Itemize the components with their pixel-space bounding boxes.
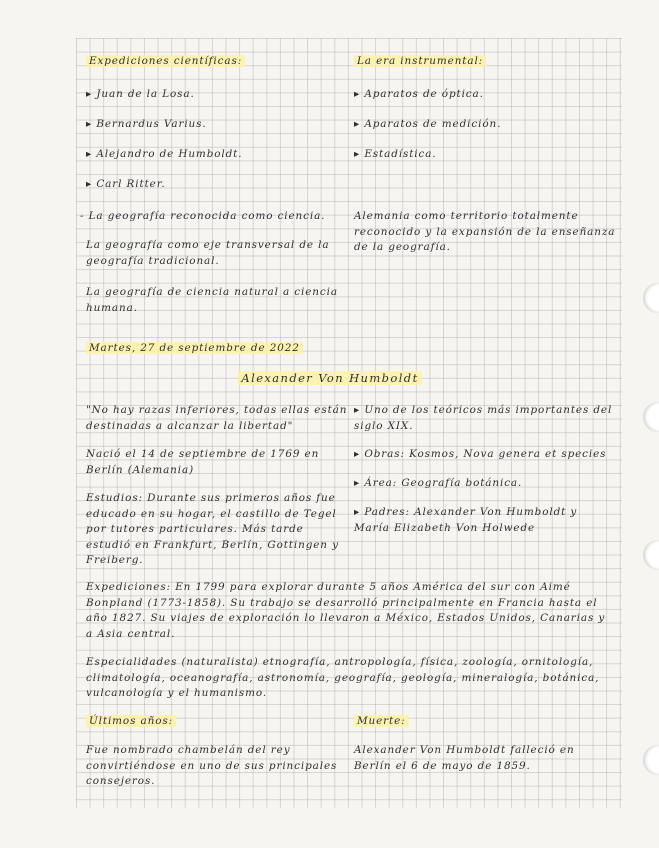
studies: Estudios: Durante sus primeros años fue educado en su hogar, el castillo de Tegel por tutores particulares. Más tarde estudió en Frankfurt, Berlín, Gottingen y Freiberg. xyxy=(86,492,344,566)
bottom-margin xyxy=(0,808,659,848)
left-paragraph: La geografía como eje transversal de la geografía tradicional. xyxy=(86,239,334,267)
right-item: ▸ Aparatos de medición. xyxy=(354,118,502,130)
right-note: ▸ Área: Geografía botánica. xyxy=(354,477,523,489)
death-heading: Muerte: xyxy=(354,714,409,730)
specialties: Especialidades (naturalista) etnografía, antropología, física, zoología, ornitología, climatología, oceanografía, astronomía, geografía, geología, mineralogía, botánica, vulcanología y el humanismo. xyxy=(86,656,604,699)
left-margin xyxy=(0,0,76,848)
death-text: Alexander Von Humboldt falleció en Berlín el 6 de mayo de 1859. xyxy=(354,744,579,772)
left-heading: Expediciones científicas: xyxy=(86,54,245,70)
right-note: ▸ Padres: Alexander Von Humboldt y María Elizabeth Von Holwede xyxy=(354,506,582,534)
last-years-text: Fue nombrado chambelán del rey convirtiéndose en uno de sus principales consejeros. xyxy=(86,744,342,787)
page-title: Alexander Von Humboldt xyxy=(220,371,440,387)
left-item: ▸ Carl Ritter. xyxy=(86,178,166,190)
right-note: ▸ Uno de los teóricos más importantes del siglo XIX. xyxy=(354,404,617,432)
left-item: ▸ Juan de la Losa. xyxy=(86,88,195,100)
right-paragraph: Alemania como territorio totalmente reconocido y la expansión de la enseñanza de la geografía. xyxy=(354,210,620,253)
right-item: ▸ Estadística. xyxy=(354,148,437,160)
birth-info: Nació el 14 de septiembre de 1769 en Berlín (Alemania) xyxy=(86,448,324,476)
top-margin xyxy=(0,0,659,38)
last-years-heading: Últimos años: xyxy=(86,714,176,730)
right-note: ▸ Obras: Kosmos, Nova genera et species xyxy=(354,448,607,460)
right-heading: La era instrumental: xyxy=(354,54,486,70)
left-paragraph: - La geografía reconocida como ciencia. xyxy=(80,210,326,222)
left-item: ▸ Alejandro de Humboldt. xyxy=(86,148,243,160)
left-item: ▸ Bernardus Varius. xyxy=(86,118,207,130)
date: Martes, 27 de septiembre de 2022 xyxy=(86,341,303,357)
right-item: ▸ Aparatos de óptica. xyxy=(354,88,484,100)
left-paragraph: La geografía de ciencia natural a ciencia humana. xyxy=(86,286,343,314)
expeditions: Expediciones: En 1799 para explorar durante 5 años América del sur con Aimé Bonpland (1773-1858). Su trabajo se desarrolló principalmente en Francia hasta el año 1827. Su viajes de exploración lo llevaron a México, Estados Unidos, Canarias y a Asia central. xyxy=(86,581,610,640)
quote: "No hay razas inferiores, todas ellas están destinadas a alcanzar la libertad" xyxy=(86,404,352,432)
